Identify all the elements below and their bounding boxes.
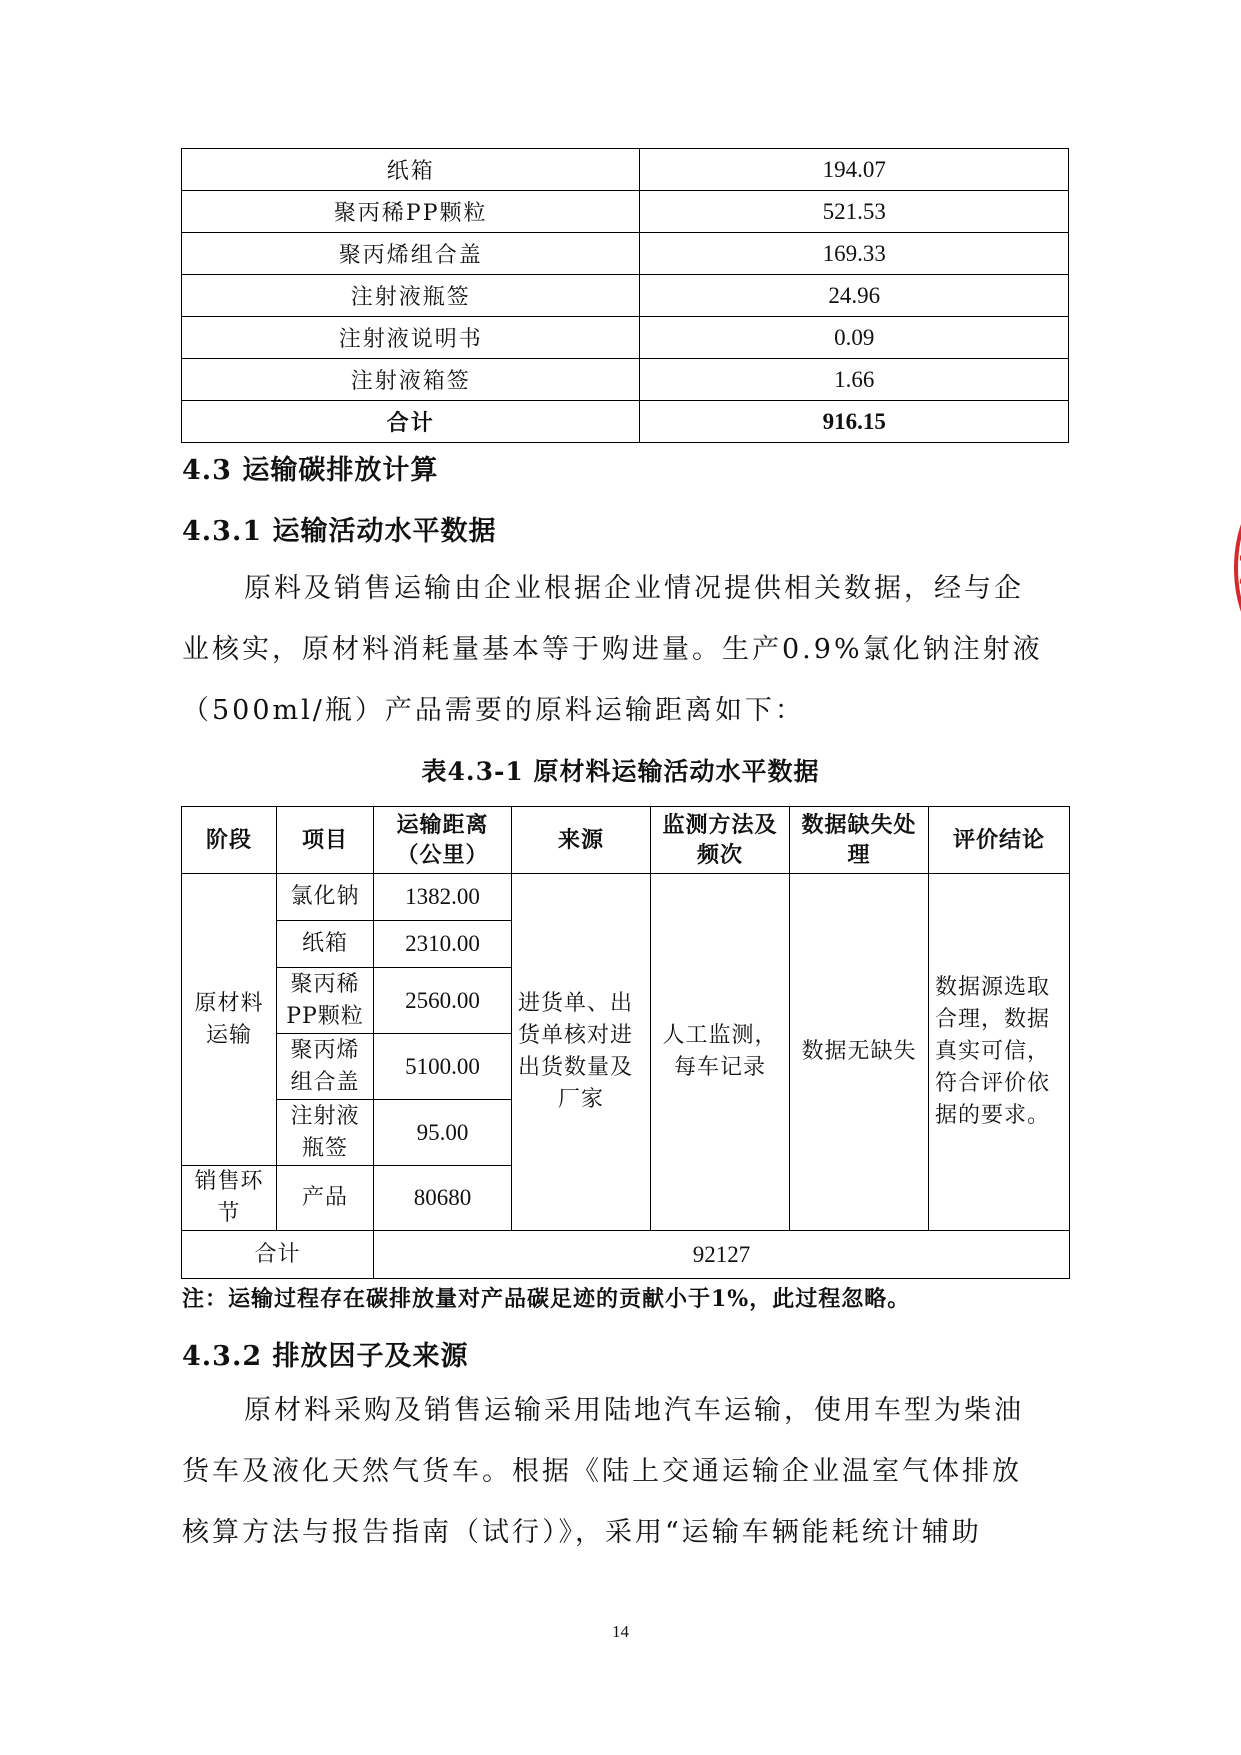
paragraph-line: 原材料采购及销售运输采用陆地汽车运输，使用车型为柴油 bbox=[244, 1395, 1024, 1426]
distance-cell: 95.00 bbox=[374, 1100, 512, 1166]
table-cell-value: 24.96 bbox=[640, 275, 1069, 317]
paragraph-line: 核算方法与报告指南（试行）》，采用“运输车辆能耗统计辅助 bbox=[182, 1517, 982, 1548]
table-row bbox=[182, 191, 1069, 233]
table-row bbox=[182, 359, 1069, 401]
paragraph-line: 原料及销售运输由企业根据企业情况提供相关数据，经与企 bbox=[244, 573, 1024, 604]
total-value: 92127 bbox=[374, 1231, 1070, 1279]
table-total-label: 合计 bbox=[182, 401, 640, 443]
table-cell-value: 0.09 bbox=[640, 317, 1069, 359]
header-missing-data: 数据缺失处 理 bbox=[790, 807, 929, 874]
stage-sales: 销售环 节 bbox=[182, 1166, 277, 1231]
distance-cell: 80680 bbox=[374, 1166, 512, 1231]
table-row bbox=[182, 275, 1069, 317]
table-header-row bbox=[182, 807, 1070, 874]
stage-raw-material: 原材料 运输 bbox=[182, 874, 277, 1166]
missing-data-cell: 数据无缺失 bbox=[790, 874, 929, 1231]
table-cell-name: 聚丙烯组合盖 bbox=[182, 233, 640, 275]
table-cell-name: 注射液箱签 bbox=[182, 359, 640, 401]
section-heading-4-3-1: 4.3.1 运输活动水平数据 bbox=[182, 516, 497, 547]
header-distance: 运输距离 （公里） bbox=[374, 807, 512, 874]
table-total-row bbox=[182, 1231, 1070, 1279]
table-cell-value: 1.66 bbox=[640, 359, 1069, 401]
table-total-row bbox=[182, 401, 1069, 443]
table-caption: 表4.3-1 原材料运输活动水平数据 bbox=[421, 757, 820, 786]
distance-cell: 2310.00 bbox=[374, 921, 512, 968]
source-cell: 进货单、出 货单核对进 出货数量及 厂家 bbox=[512, 874, 651, 1231]
table-cell-value: 194.07 bbox=[640, 149, 1069, 191]
table-cell-name: 注射液说明书 bbox=[182, 317, 640, 359]
table-row bbox=[182, 317, 1069, 359]
section-heading-4-3-2: 4.3.2 排放因子及来源 bbox=[182, 1341, 469, 1372]
table-row bbox=[182, 874, 1070, 921]
header-stage: 阶段 bbox=[182, 807, 277, 874]
table-cell-name: 注射液瓶签 bbox=[182, 275, 640, 317]
method-cell: 人工监测， 每车记录 bbox=[651, 874, 790, 1231]
header-source: 来源 bbox=[512, 807, 651, 874]
table-row bbox=[182, 233, 1069, 275]
item-cell: 纸箱 bbox=[277, 921, 374, 968]
item-cell: 产品 bbox=[277, 1166, 374, 1231]
item-cell: 聚丙烯 组合盖 bbox=[277, 1034, 374, 1100]
item-cell: 氯化钠 bbox=[277, 874, 374, 921]
evaluation-cell: 数据源选取 合理，数据 真实可信， 符合评价依 据的要求。 bbox=[929, 874, 1070, 1231]
distance-cell: 2560.00 bbox=[374, 968, 512, 1034]
table-cell-name: 纸箱 bbox=[182, 149, 640, 191]
material-emission-table bbox=[181, 148, 1069, 443]
paragraph-line: （500ml/瓶）产品需要的原料运输距离如下： bbox=[182, 695, 805, 726]
paragraph-emission-factor bbox=[182, 1380, 1062, 1563]
distance-cell: 1382.00 bbox=[374, 874, 512, 921]
item-cell: 聚丙稀 PP颗粒 bbox=[277, 968, 374, 1034]
seal-stamp-icon bbox=[1216, 478, 1241, 658]
total-label: 合计 bbox=[182, 1231, 374, 1279]
paragraph-line: 货车及液化天然气货车。根据《陆上交通运输企业温室气体排放 bbox=[182, 1456, 1022, 1487]
table-note: 注：运输过程存在碳排放量对产品碳足迹的贡献小于1%，此过程忽略。 bbox=[182, 1286, 911, 1312]
paragraph-line: 业核实，原材料消耗量基本等于购进量。生产0.9%氯化钠注射液 bbox=[182, 634, 1043, 665]
table-cell-name: 聚丙稀PP颗粒 bbox=[182, 191, 640, 233]
table-row bbox=[182, 149, 1069, 191]
header-evaluation: 评价结论 bbox=[929, 807, 1070, 874]
distance-cell: 5100.00 bbox=[374, 1034, 512, 1100]
item-cell: 注射液 瓶签 bbox=[277, 1100, 374, 1166]
paragraph-transport-data bbox=[182, 558, 1062, 741]
table-total-value: 916.15 bbox=[640, 401, 1069, 443]
section-heading-4-3: 4.3 运输碳排放计算 bbox=[182, 455, 439, 486]
page-number: 14 bbox=[612, 1622, 629, 1641]
header-item: 项目 bbox=[277, 807, 374, 874]
transport-activity-table bbox=[181, 806, 1070, 1279]
table-cell-value: 521.53 bbox=[640, 191, 1069, 233]
table-cell-value: 169.33 bbox=[640, 233, 1069, 275]
header-method: 监测方法及 频次 bbox=[651, 807, 790, 874]
